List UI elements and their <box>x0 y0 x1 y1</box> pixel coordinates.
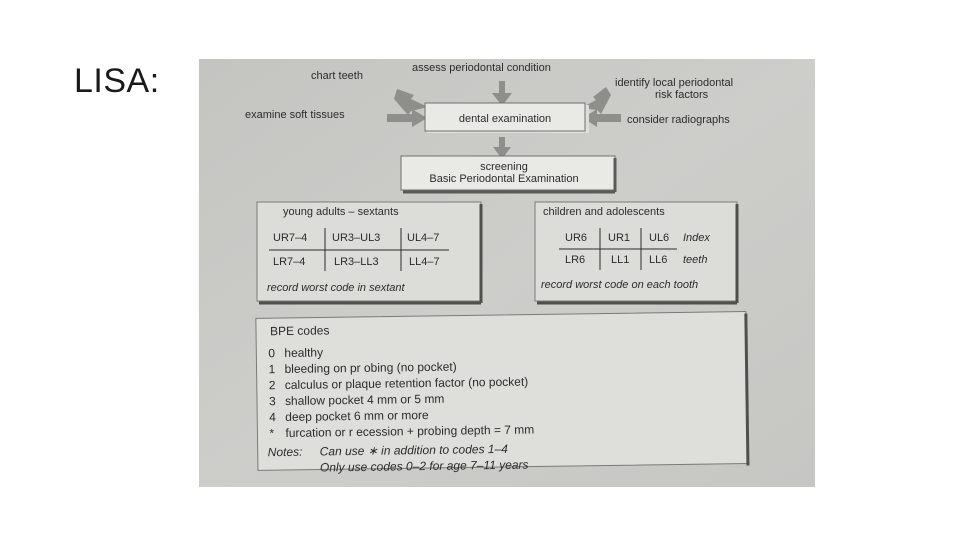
dental-exam-label: dental examination <box>458 113 552 125</box>
children-side-teeth: teeth <box>683 254 708 266</box>
children-cell-ur6: UR6 <box>565 232 588 244</box>
adults-cell-lr7-4: LR7–4 <box>273 256 306 268</box>
chart-teeth-label: chart teeth <box>311 70 363 82</box>
code-star-text: furcation or r ecession + probing depth = 7 mm <box>285 422 535 440</box>
code-star-symbol: * <box>269 426 275 441</box>
children-side-index: Index <box>683 232 710 244</box>
radiographs-label: consider radiographs <box>627 114 730 126</box>
bpe-codes-title: BPE codes <box>269 323 330 339</box>
adults-note: record worst code in sextant <box>267 282 405 294</box>
adults-cell-lr3-ll3: LR3–LL3 <box>334 256 379 268</box>
children-cell-lr6: LR6 <box>565 254 586 266</box>
bpe-label: Basic Periodontal Examination <box>429 173 579 185</box>
soft-tissues-label: examine soft tissues <box>245 109 345 121</box>
adults-cell-ur3-ul3: UR3–UL3 <box>332 232 381 244</box>
slide-title: LISA: <box>74 62 160 100</box>
code-0-number: 0 <box>268 346 276 361</box>
code-3-number: 3 <box>268 394 276 409</box>
adults-cell-ll4-7: LL4–7 <box>409 256 440 268</box>
children-cell-ll6: LL6 <box>649 254 668 266</box>
children-note: record worst code on each tooth <box>541 279 699 291</box>
bpe-flowchart-photo <box>199 59 815 487</box>
notes-label: Notes: <box>267 444 303 460</box>
bpe-codes-box-edge <box>746 314 748 466</box>
bpe-flowchart <box>199 59 815 487</box>
code-2-number: 2 <box>268 378 276 393</box>
screening-label: screening <box>480 161 528 173</box>
risk-factors-label-line2: risk factors <box>655 89 709 101</box>
code-0-text: healthy <box>284 345 324 360</box>
code-3-text: shallow pocket 4 mm or 5 mm <box>284 391 445 408</box>
risk-factors-label-line1: identify local periodontal <box>615 77 734 89</box>
code-1-number: 1 <box>268 362 276 377</box>
code-4-text: deep pocket 6 mm or more <box>285 407 429 424</box>
code-1-text: bleeding on pr obing (no pocket) <box>284 359 457 376</box>
assess-periodontal-label: assess periodontal condition <box>412 62 551 74</box>
children-cell-ur1: UR1 <box>608 232 631 244</box>
children-title: children and adolescents <box>543 206 665 218</box>
notes-line-2: Only use codes 0–2 for age 7–11 years <box>319 457 529 475</box>
bpe-codes-group <box>256 312 748 476</box>
adults-cell-ul4-7: UL4–7 <box>407 232 440 244</box>
children-cell-ll1: LL1 <box>611 254 630 266</box>
children-cell-ul6: UL6 <box>649 232 670 244</box>
notes-line-1: Can use ∗ in addition to codes 1–4 <box>319 441 508 459</box>
adults-cell-ur7-4: UR7–4 <box>273 232 308 244</box>
code-2-text: calculus or plaque retention factor (no pocket) <box>284 374 529 392</box>
code-4-number: 4 <box>269 410 277 425</box>
young-adults-title: young adults – sextants <box>283 206 399 218</box>
